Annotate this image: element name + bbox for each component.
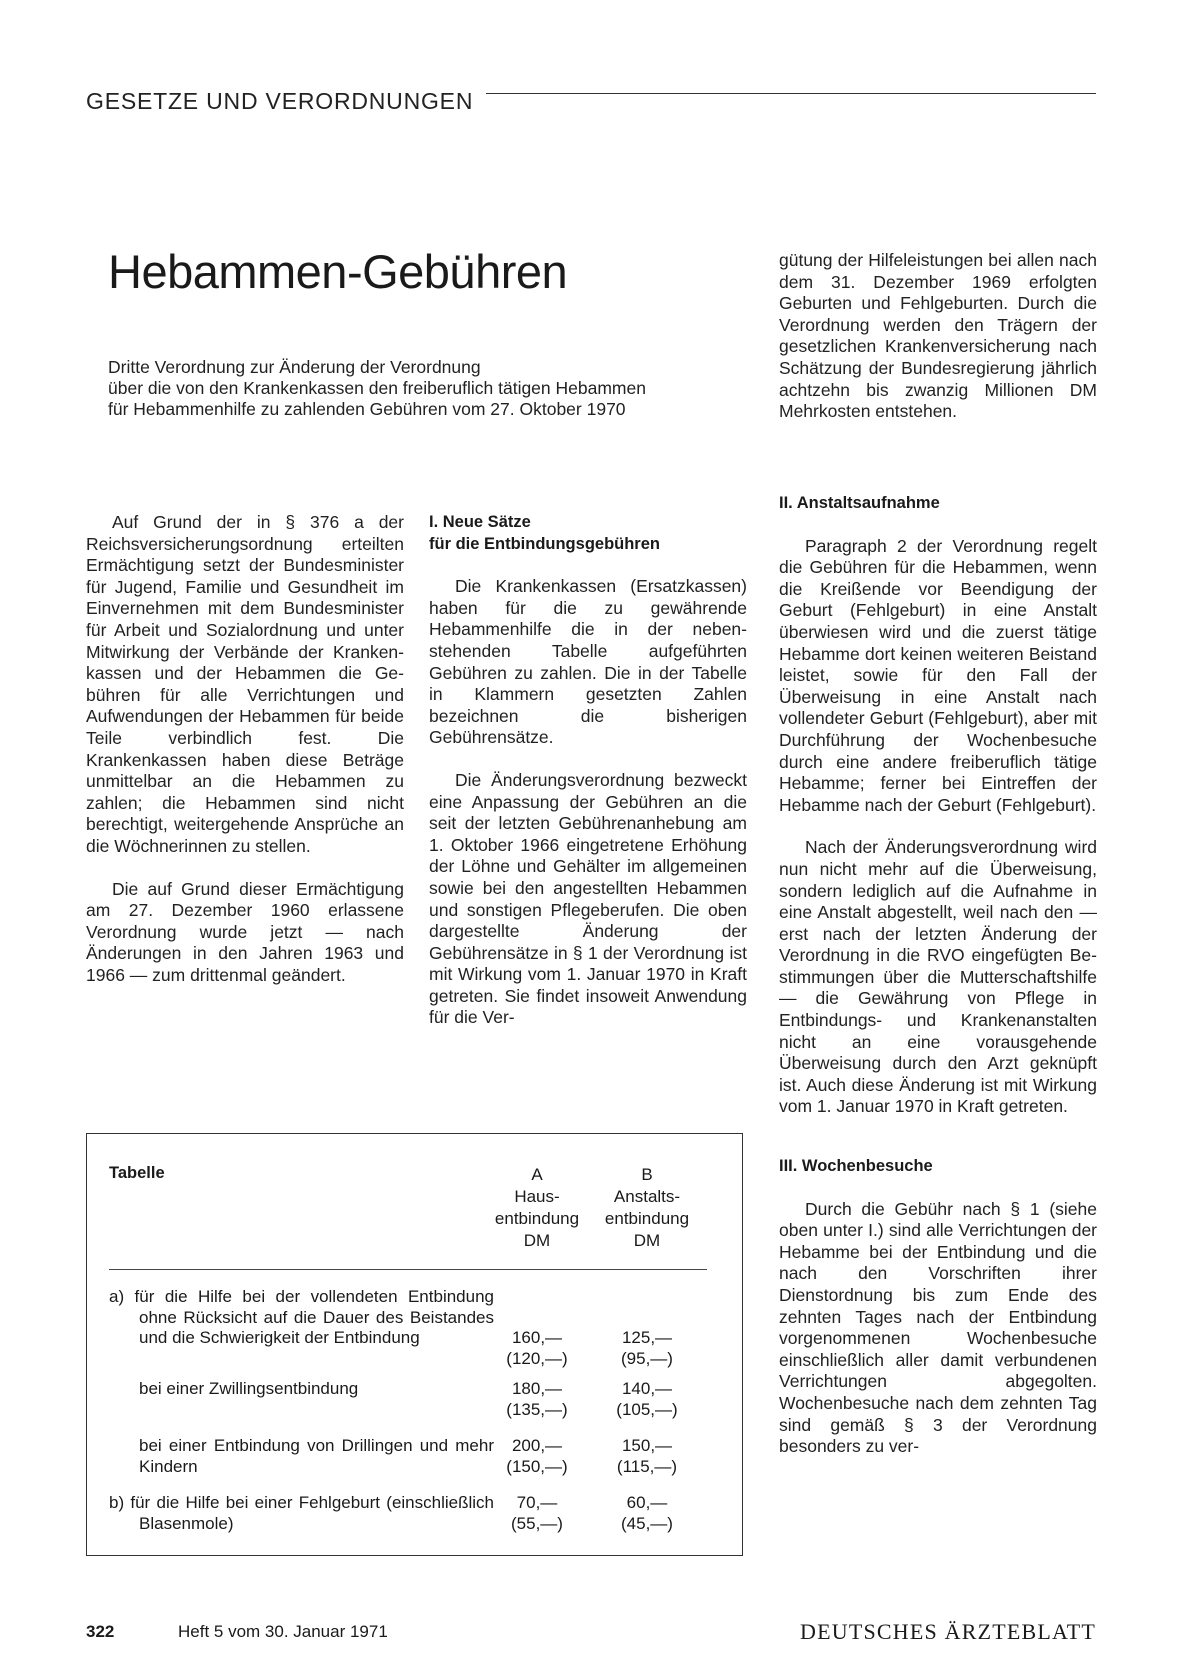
new-fee: 60,—	[626, 1493, 668, 1512]
column-letter: B	[641, 1165, 653, 1184]
table-title: Tabelle	[109, 1164, 165, 1182]
column-label: Haus-	[514, 1187, 560, 1206]
old-fee: (95,—)	[621, 1348, 673, 1368]
article-subtitle	[108, 357, 758, 420]
subtitle-line: Dritte Verordnung zur Änderung der Verordnung	[108, 357, 481, 377]
old-fee: (45,—)	[621, 1513, 673, 1533]
subtitle-line: für Hebammenhilfe zu zahlenden Gebühren vom 27. Oktober 1970	[108, 399, 626, 419]
old-fee: (55,—)	[511, 1513, 563, 1533]
new-fee: 200,—	[511, 1436, 563, 1455]
paragraph: Auf Grund der in § 376 a der Reichsversicherungsordnung erteilten Ermächtigung setzt der Bundesminister für Jugend, Familie und Gesundheit im Einvernehmen mit dem Bundesminister für Arbeit und Sozialordnung und unter Mitwirkung der Verbände der Krankenkassen und der Hebammen die Gebühren für alle Verrichtungen und Aufwendungen der Hebammen für beide Teile verbindlich fest. Die Krankenkassen haben diese Beträge unmittelbar an die Hebammen zu zahlen; die Hebammen sind nicht berechtigt, weitergehende Ansprüche an die Wöchnerinnen zu stellen.	[86, 512, 404, 856]
table-header-rule	[109, 1269, 707, 1270]
section-heading-3: III. Wochenbesuche	[779, 1157, 933, 1176]
new-fee: 125,—	[621, 1328, 673, 1347]
value-b	[592, 1379, 702, 1420]
column-2	[429, 512, 747, 1029]
paragraph: Die auf Grund dieser Ermächtigung am 27. Dezember 1960 erlassene Verordnung wurde jetzt — nach Änderungen in den Jahren 1963 und 1966 — zum drittenmal geändert.	[86, 878, 404, 985]
column-label: entbindung	[604, 1209, 690, 1228]
column-unit: DM	[523, 1231, 551, 1250]
column-1	[86, 512, 404, 986]
new-fee: 70,—	[516, 1493, 558, 1512]
paragraph: gütung der Hilfeleistungen bei allen nach dem 31. Dezember 1969 erfolgten Geburten und Fehlgeburten. Durch die Verordnung werden den Trägern der gesetzlichen Krankenversicherung nach Schätzung der Bundesregierung jährlich achtzehn bis zwanzig Millionen DM Mehrkosten entstehen.	[779, 250, 1097, 422]
issue-info: Heft 5 vom 30. Januar 1971	[178, 1622, 388, 1641]
column-3-continuation	[779, 250, 1097, 423]
new-fee: 140,—	[621, 1379, 673, 1398]
paragraph: Nach der Änderungsverordnung wird nun nicht mehr auf die Überweisung, sondern lediglich auf die Aufnahme in eine Anstalt abgestellt, weil nach den — erst nach der letzten Änderung der Verordnung in die RVO eingefügten Bestimmungen über die Mutterschaftshilfe — die Gewährung von Pflege in Entbindungs- und Krankenanstalten nicht an eine vorausgehende Überweisung durch den Arzt geknüpft ist. Auch diese Änderung ist mit Wirkung vom 1. Januar 1970 in Kraft getreten.	[779, 837, 1097, 1117]
value-b	[592, 1328, 702, 1369]
heading-line: für die Entbindungsgebühren	[429, 534, 660, 553]
page-number: 322	[86, 1622, 115, 1641]
section-heading-1	[429, 512, 747, 555]
value-a	[482, 1493, 592, 1534]
paragraph: Die Änderungsverordnung bezweckt eine Anpassung der Gebühren an die seit der letzten Gebührenanhebung am 1. Oktober 1966 eingetretene Erhöhung der Löhne und Gehälter im allgemeinen sowie bei den angestellten Hebammen und sonstigen Pflegeberufen. Die oben dargestellte Änderung der Gebührensätze in § 1 der Verordnung ist mit Wirkung vom 1. Januar 1970 in Kraft getreten. Sie findet insoweit Anwendung für die Ver-	[429, 769, 747, 1028]
heading-line: I. Neue Sätze	[429, 513, 531, 531]
paragraph: Paragraph 2 der Verordnung regelt die Gebühren für die Hebammen, wenn die Kreißende vor Beendigung der Geburt (Fehlgeburt) in eine Anstalt überwiesen wird und die zuerst tätige Hebamme dort keinen weiteren Beistand leistet, sowie für den Fall der Überweisung in eine Anstalt nach vollendeter Geburt (Fehlgeburt), aber mit Durchführung der Wochenbesuche durch eine andere freiberuflich tätige Hebamme; ferner bei Eintreffen der Hebamme nach der Geburt (Fehlgeburt).	[779, 535, 1097, 815]
old-fee: (120,—)	[506, 1348, 568, 1368]
row-description: b) für die Hilfe bei einer Fehlgeburt (einschließlich Blasenmole)	[109, 1493, 494, 1533]
column-header-a	[482, 1164, 592, 1252]
row-description: a) für die Hilfe bei der vollendeten Entbindung ohne Rücksicht auf die Dauer des Beistandes und die Schwierigkeit der Entbindung	[109, 1287, 494, 1347]
value-a	[482, 1379, 592, 1420]
old-fee: (105,—)	[616, 1399, 678, 1419]
journal-name: DEUTSCHES ÄRZTEBLATT	[800, 1619, 1096, 1644]
value-a	[482, 1328, 592, 1369]
page-footer	[86, 1619, 1096, 1652]
paragraph: Durch die Gebühr nach § 1 (siehe oben unter I.) sind alle Verrichtungen der Hebamme bei der Entbindung und die nach den Vorschriften ihrer Dienstordnung bis zum Ende des zehnten Tages nach der Entbindung vorgenommenen Wochenbesuche einschließlich aller damit verbundenen Verrichtungen abgegolten. Wochenbesuche nach dem zehnten Tag sind gemäß § 3 der Verordnung besonders zu ver-	[779, 1198, 1097, 1457]
article-title: Hebammen-Gebühren	[108, 245, 568, 298]
paragraph: Die Krankenkassen (Ersatzkassen) haben für die zu gewährende Hebammenhilfe die in der nebenstehenden Tabelle aufgeführten Gebühren zu zahlen. Die in der Tabelle in Klammern gesetzten Zahlen bezeichnen die bisherigen Gebührensätze.	[429, 576, 747, 748]
section-header-label: GESETZE UND VERORDNUNGEN	[86, 88, 477, 115]
column-label: Anstalts-	[613, 1187, 681, 1206]
column-letter: A	[531, 1165, 543, 1184]
value-a	[482, 1436, 592, 1477]
new-fee: 150,—	[621, 1436, 673, 1455]
row-description: bei einer Zwillingsentbindung	[139, 1379, 359, 1398]
subtitle-line: über die von den Krankenkassen den freiberuflich tätigen Hebammen	[108, 378, 646, 398]
old-fee: (115,—)	[616, 1456, 678, 1476]
column-label: entbindung	[494, 1209, 580, 1228]
section-header-rule	[486, 93, 1096, 94]
row-description: bei einer Entbindung von Drillingen und mehr Kindern	[139, 1436, 494, 1476]
new-fee: 160,—	[511, 1328, 563, 1347]
old-fee: (150,—)	[506, 1456, 568, 1476]
column-3	[779, 493, 1097, 1458]
new-fee: 180,—	[511, 1379, 563, 1398]
section-header	[86, 88, 1096, 122]
section-heading-2: II. Anstaltsaufnahme	[779, 494, 940, 512]
old-fee: (135,—)	[506, 1399, 568, 1419]
column-header-b	[592, 1164, 702, 1252]
value-b	[592, 1436, 702, 1477]
value-b	[592, 1493, 702, 1534]
column-unit: DM	[633, 1231, 661, 1250]
fee-table	[86, 1133, 743, 1556]
